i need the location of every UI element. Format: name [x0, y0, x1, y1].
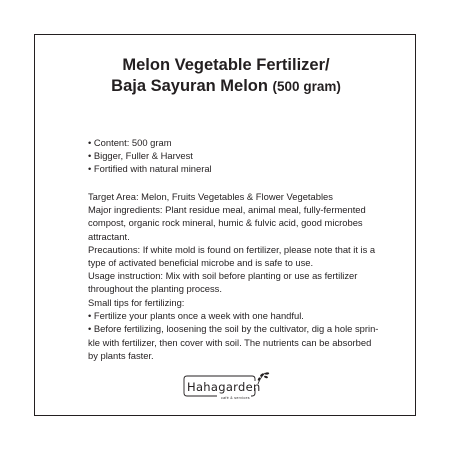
brand-name: Hahagarden	[187, 380, 261, 394]
tip-item: • Before fertilizing, loosening the soil by the cultivator, dig a hole sprin-	[88, 323, 379, 335]
tips-heading: Small tips for fertilizing:	[88, 297, 185, 308]
fertilizing-tips-block	[88, 296, 378, 362]
ingredients-text: Major ingredients: Plant residue meal, animal meal, fully-fermented	[88, 204, 366, 216]
feature-bullet: • Fortified with natural mineral	[88, 163, 212, 175]
product-title-line-1	[0, 55, 452, 76]
feature-bullet: • Bigger, Fuller & Harvest	[88, 150, 193, 162]
brand-tagline: café & services	[221, 396, 250, 400]
product-title-line-2	[0, 76, 452, 97]
product-title-text: Melon Vegetable Fertilizer/	[122, 56, 330, 74]
feature-bullet-list	[88, 136, 212, 176]
feature-bullet: • Content: 500 gram	[88, 137, 172, 148]
brand-logo	[181, 371, 281, 401]
product-weight: (500 gram)	[272, 79, 341, 94]
tip-item: kle with fertilizer, then cover with soil. The nutrients can be absorbed	[88, 336, 372, 348]
tip-item: • Fertilize your plants once a week with one handful.	[88, 310, 304, 322]
precautions-text: type of activated beneficial microbe and is safe to use.	[88, 256, 314, 268]
target-area-text: Target Area: Melon, Fruits Vegetables & Flower Vegetables	[88, 191, 333, 202]
ingredients-text: attractant.	[88, 230, 130, 242]
product-info-block	[88, 190, 375, 296]
usage-instruction-text: Usage instruction: Mix with soil before planting or use as fertilizer	[88, 270, 358, 282]
ingredients-text: compost, organic rock mineral, humic & fulvic acid, good microbes	[88, 217, 363, 229]
usage-instruction-text: throughout the planting process.	[88, 283, 222, 295]
tip-item: by plants faster.	[88, 349, 154, 361]
product-title-malay: Baja Sayuran Melon	[111, 77, 273, 95]
precautions-text: Precautions: If white mold is found on fertilizer, please note that it is a	[88, 243, 376, 255]
